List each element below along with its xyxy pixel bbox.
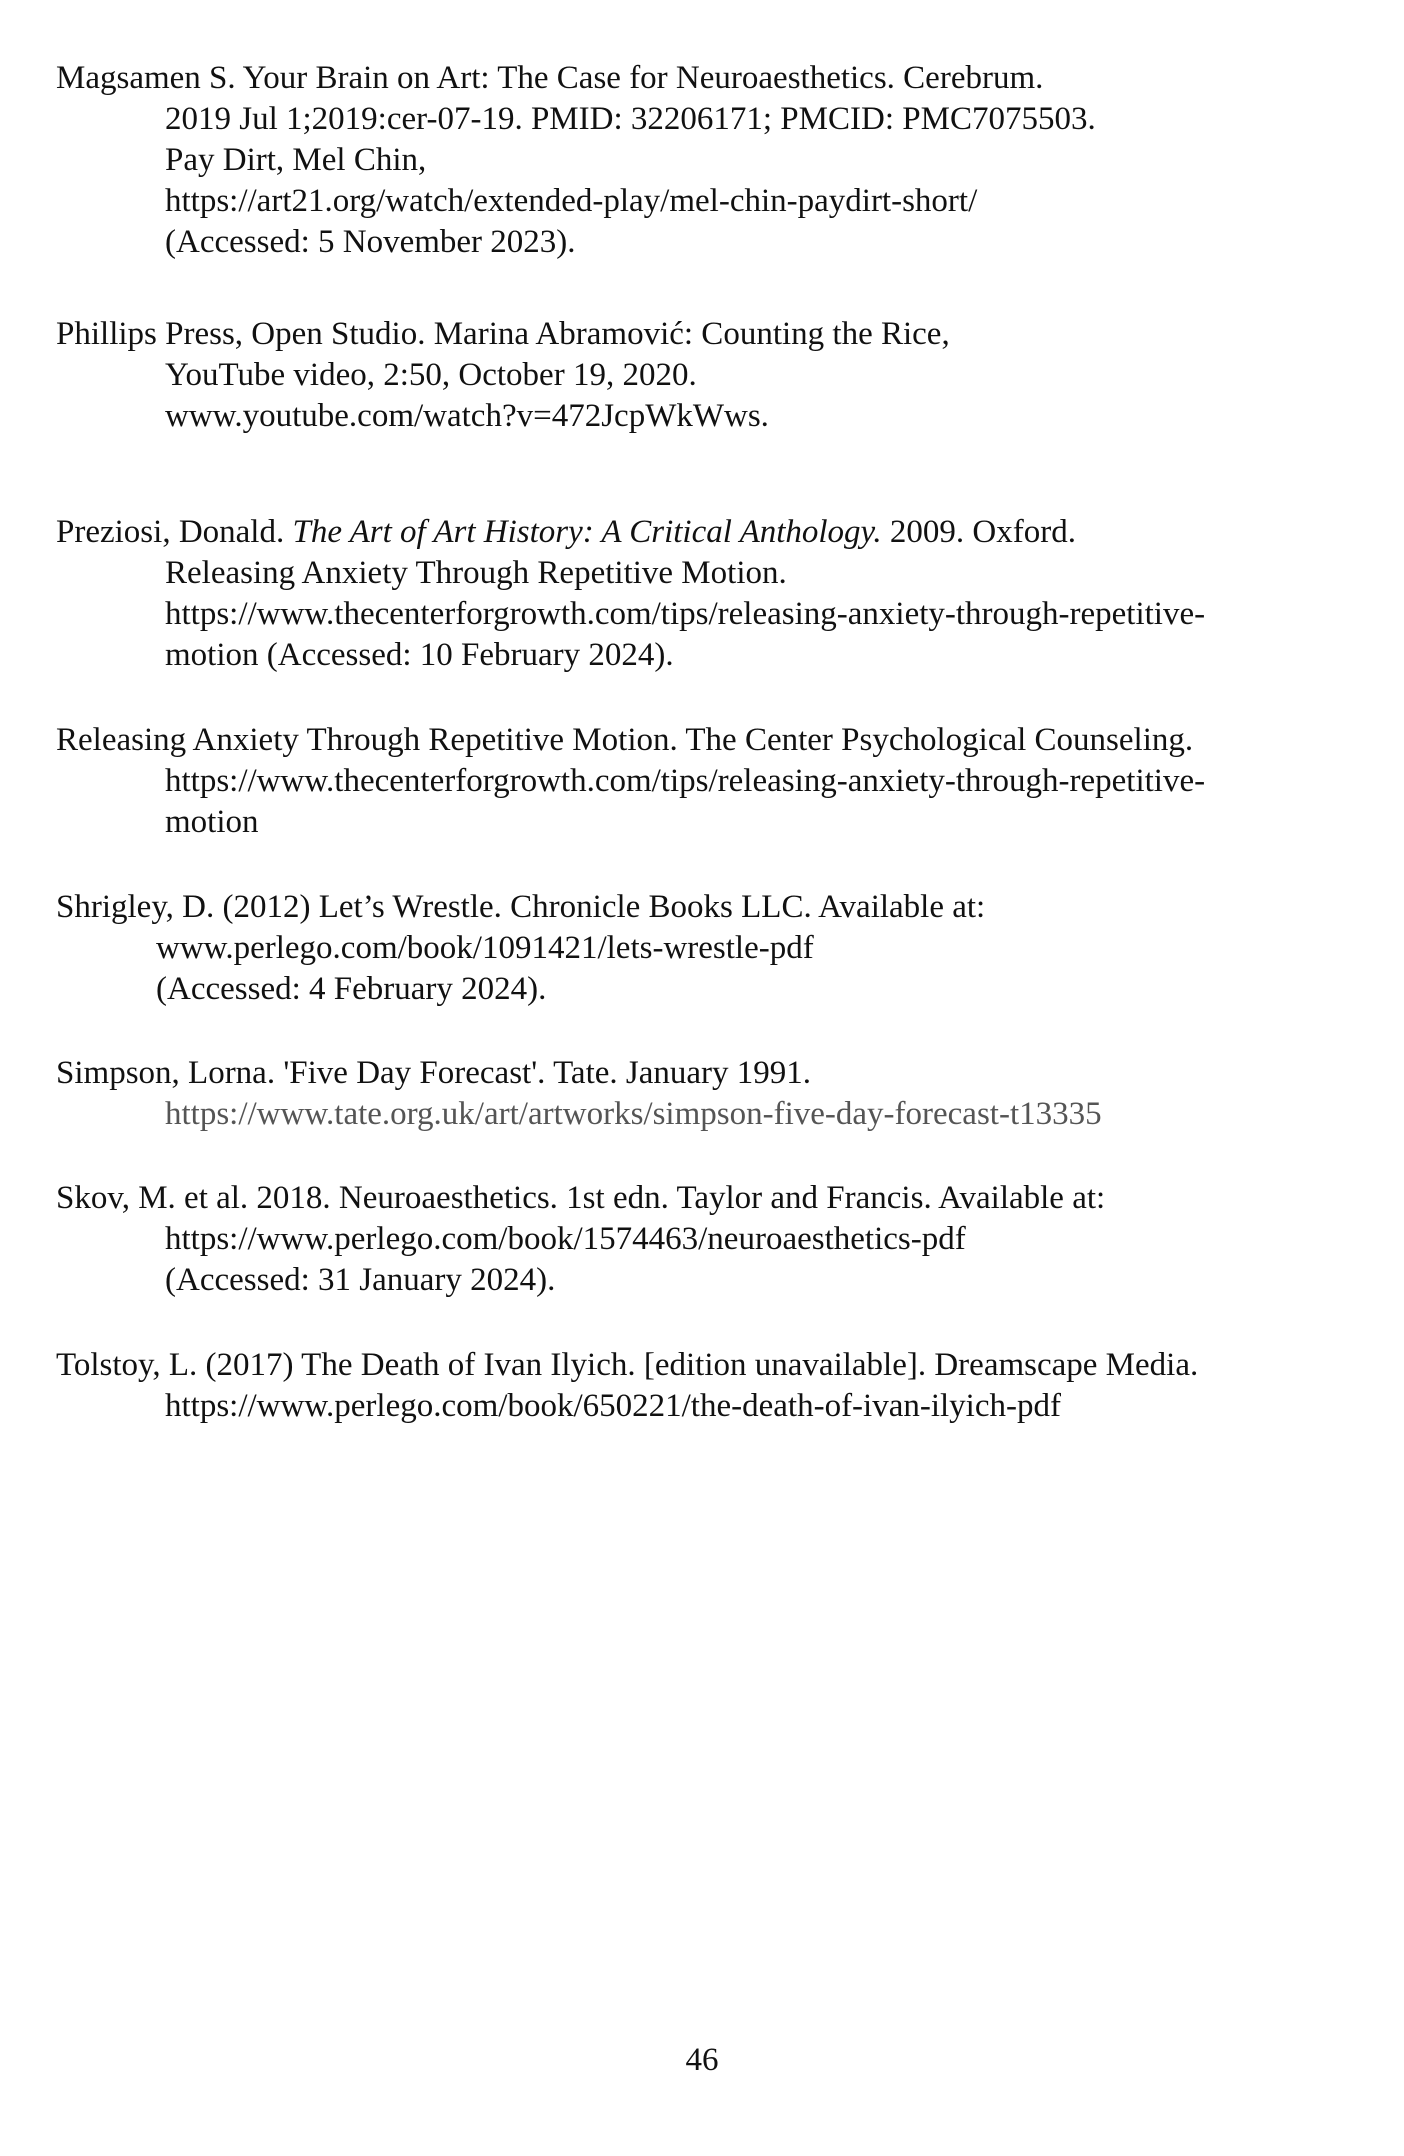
reference-phillips (56, 314, 1346, 437)
reference-line: Magsamen S. Your Brain on Art: The Case for Neuroaesthetics. Cerebrum. (56, 60, 1044, 96)
reference-line: Skov, M. et al. 2018. Neuroaesthetics. 1st edn. Taylor and Francis. Available at: (56, 1180, 1106, 1216)
reference-simpson (56, 1053, 1346, 1135)
reference-line: Pay Dirt, Mel Chin, (165, 142, 427, 178)
reference-url: https://www.perlego.com/book/650221/the-death-of-ivan-ilyich-pdf (165, 1388, 1061, 1424)
reference-year: 2009. Oxford. (881, 514, 1076, 550)
reference-line: motion (Accessed: 10 February 2024). (165, 637, 674, 673)
reference-line: Tolstoy, L. (2017) The Death of Ivan Ilyich. [edition unavailable]. Dreamscape Media. (56, 1347, 1199, 1383)
reference-author: Preziosi, Donald. (56, 514, 293, 550)
reference-releasing-anxiety (56, 720, 1346, 843)
reference-tolstoy (56, 1345, 1346, 1427)
reference-preziosi (56, 512, 1346, 676)
reference-skov (56, 1178, 1346, 1301)
reference-line (56, 512, 1346, 553)
reference-line: Releasing Anxiety Through Repetitive Motion. (165, 555, 787, 591)
reference-url: www.perlego.com/book/1091421/lets-wrestle-pdf (156, 930, 814, 966)
reference-line: (Accessed: 5 November 2023). (165, 224, 576, 260)
reference-line: Simpson, Lorna. 'Five Day Forecast'. Tate. January 1991. (56, 1055, 812, 1091)
reference-shrigley (56, 887, 1346, 1010)
reference-line: 2019 Jul 1;2019:cer-07-19. PMID: 32206171; PMCID: PMC7075503. (165, 101, 1096, 137)
page-number: 46 (685, 2042, 719, 2078)
reference-url: www.youtube.com/watch?v=472JcpWkWws. (165, 398, 769, 434)
reference-line: (Accessed: 4 February 2024). (156, 971, 547, 1007)
reference-url: https://www.thecenterforgrowth.com/tips/releasing-anxiety-through-repetitive- (165, 763, 1206, 799)
reference-url: https://art21.org/watch/extended-play/mel-chin-paydirt-short/ (165, 183, 978, 219)
reference-line: (Accessed: 31 January 2024). (165, 1262, 556, 1298)
reference-line: Phillips Press, Open Studio. Marina Abramović: Counting the Rice, (56, 316, 950, 352)
reference-line: motion (165, 804, 259, 840)
reference-url: https://www.tate.org.uk/art/artworks/simpson-five-day-forecast-t13335 (165, 1096, 1102, 1132)
reference-url: https://www.perlego.com/book/1574463/neuroaesthetics-pdf (165, 1221, 966, 1257)
reference-line: Shrigley, D. (2012) Let’s Wrestle. Chronicle Books LLC. Available at: (56, 889, 986, 925)
reference-line: YouTube video, 2:50, October 19, 2020. (165, 357, 697, 393)
reference-line: Releasing Anxiety Through Repetitive Motion. The Center Psychological Counseling. (56, 722, 1194, 758)
reference-url: https://www.thecenterforgrowth.com/tips/releasing-anxiety-through-repetitive- (165, 596, 1206, 632)
reference-title: The Art of Art History: A Critical Anthology. (292, 514, 882, 550)
reference-magsamen (56, 58, 1346, 263)
